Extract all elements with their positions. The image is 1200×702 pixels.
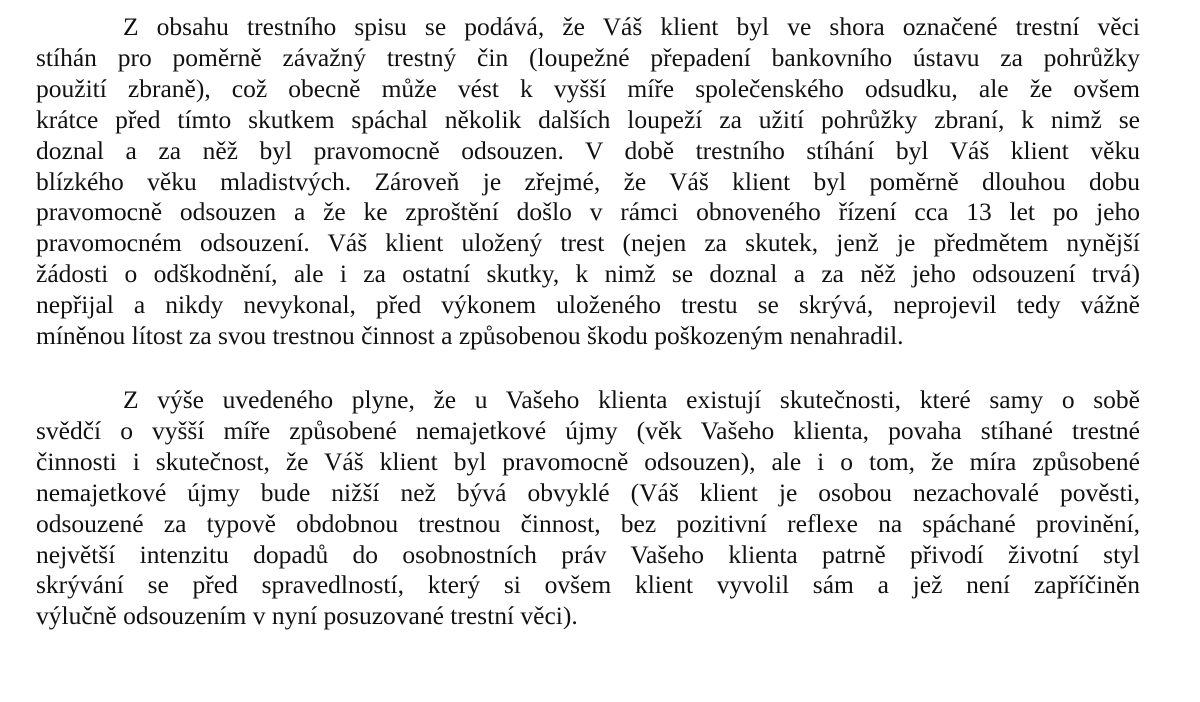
text-line: největší intenzitu dopadů do osobnostních práv Vašeho klienta patrně přivodí životní styl [36,539,1140,569]
text-line: svědčí o vyšší míře způsobené nemajetkové újmy (věk Vašeho klienta, povaha stíhané trestné [36,415,1140,445]
text-line: skrývání se před spravedlností, který si ovšem klient vyvolil sám a jež není zapříčiněn [36,570,1140,600]
text-line: odsouzené za typově obdobnou trestnou činnost, bez pozitivní reflexe na spáchané provinění, [36,508,1140,538]
text-line: výlučně odsouzením v nyní posuzované trestní věci). [36,601,578,631]
text-line: stíhán pro poměrně závažný trestný čin (loupežné přepadení bankovního ústavu za pohrůžky [36,42,1140,72]
text-line: pravomocně odsouzen a že ke zproštění došlo v rámci obnoveného řízení cca 13 let po jeho [36,197,1140,227]
text-line: pravomocném odsouzení. Váš klient uložený trest (nejen za skutek, jenž je předmětem nynější [36,228,1140,258]
text-line: Z výše uvedeného plyne, že u Vašeho klienta existují skutečnosti, které samy o sobě [123,384,1140,414]
text-line: krátce před tímto skutkem spáchal několik dalších loupeží za užití pohrůžky zbraní, k nimž se [36,104,1140,134]
paragraph-spacer [36,352,1140,385]
text-line: blízkého věku mladistvých. Zároveň je zřejmé, že Váš klient byl poměrně dlouhou dobu [36,166,1140,196]
text-line: nemajetkové újmy bude nižší než bývá obvyklé (Váš klient je osobou nezachovalé pověsti, [36,477,1140,507]
text-line: nepřijal a nikdy nevykonal, před výkonem uloženého trestu se skrývá, neprojevil tedy vážně [36,290,1140,320]
paragraph-1 [36,12,1140,352]
document-page [36,12,1140,632]
text-line: použití zbraně), což obecně může vést k vyšší míře společenského odsudku, ale že ovšem [36,73,1140,103]
text-line: Z obsahu trestního spisu se podává, že Váš klient byl ve shora označené trestní věci [123,12,1140,41]
text-line: míněnou lítost za svou trestnou činnost a způsobenou škodu poškozeným nenahradil. [36,321,904,351]
text-line: činnosti i skutečnost, že Váš klient byl pravomocně odsouzen), ale i o tom, že míra způsobené [36,446,1140,476]
text-line: žádosti o odškodnění, ale i za ostatní skutky, k nimž se doznal a za něž jeho odsouzení trvá) [36,259,1140,289]
text-line: doznal a za něž byl pravomocně odsouzen. V době trestního stíhání byl Váš klient věku [36,135,1140,165]
paragraph-2 [36,385,1140,632]
